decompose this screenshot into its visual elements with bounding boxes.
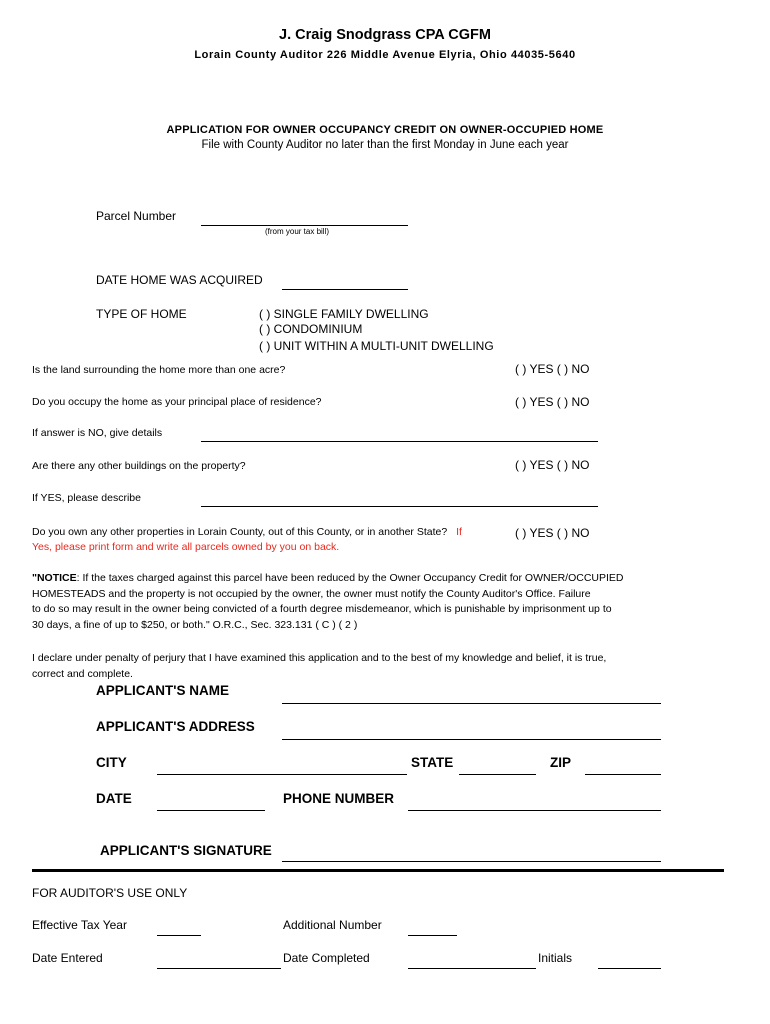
additional-number-label: Additional Number <box>283 918 382 932</box>
home-type-condominium[interactable]: ( ) CONDOMINIUM <box>259 322 363 336</box>
phone-label: PHONE NUMBER <box>283 791 395 806</box>
no-details-label: If answer is NO, give details <box>32 427 163 439</box>
date-entered-field[interactable] <box>157 968 281 969</box>
city-label: CITY <box>96 755 127 770</box>
initials-label: Initials <box>538 951 573 965</box>
other-properties-yes-no[interactable]: ( ) YES ( ) NO <box>515 526 590 540</box>
auditor-address: Lorain County Auditor 226 Middle Avenue Elyria, Ohio 44035-5640 <box>194 49 576 61</box>
date-completed-label: Date Completed <box>283 951 370 965</box>
notice-line-3: to do so may result in the owner being convicted of a fourth degree misdemeanor, which is punishable by imprisonment up to <box>32 603 612 615</box>
date-entered-label: Date Entered <box>32 951 103 965</box>
applicant-name-label: APPLICANT'S NAME <box>96 683 229 698</box>
home-type-label: TYPE OF HOME <box>96 307 187 321</box>
buildings-question: Are there any other buildings on the property? <box>32 460 246 472</box>
acre-question: Is the land surrounding the home more than one acre? <box>32 364 286 376</box>
declaration-line-1: I declare under penalty of perjury that I have examined this application and to the best of my knowledge and belief, it is true, <box>32 652 607 664</box>
city-field[interactable] <box>157 774 407 775</box>
parcel-label: Parcel Number <box>96 209 177 223</box>
home-type-single-family[interactable]: ( ) SINGLE FAMILY DWELLING <box>259 307 429 321</box>
section-divider <box>32 869 724 872</box>
tax-year-label: Effective Tax Year <box>32 918 127 932</box>
date-acquired-field[interactable] <box>282 289 408 290</box>
occupy-question: Do you occupy the home as your principal place of residence? <box>32 396 322 408</box>
date-completed-field[interactable] <box>408 968 536 969</box>
signature-field[interactable] <box>282 861 661 862</box>
form-subtitle: File with County Auditor no later than the first Monday in June each year <box>201 139 569 151</box>
home-type-multi-unit[interactable]: ( ) UNIT WITHIN A MULTI-UNIT DWELLING <box>259 339 494 353</box>
other-properties-question <box>32 526 462 538</box>
applicant-address-field[interactable] <box>282 739 661 740</box>
additional-number-field[interactable] <box>408 935 457 936</box>
zip-label: ZIP <box>550 755 572 770</box>
initials-field[interactable] <box>598 968 661 969</box>
tax-year-field[interactable] <box>157 935 201 936</box>
yes-describe-field[interactable] <box>201 506 598 507</box>
applicant-address-label: APPLICANT'S ADDRESS <box>96 719 255 734</box>
other-properties-note-start: If <box>456 526 462 538</box>
date-acquired-label: DATE HOME WAS ACQUIRED <box>96 273 263 287</box>
other-properties-note: Yes, please print form and write all parcels owned by you on back. <box>32 541 340 553</box>
phone-field[interactable] <box>408 810 661 811</box>
notice-line-2: HOMESTEADS and the property is not occupied by the owner, the owner must notify the County Auditor's Office. Failure <box>32 587 591 600</box>
parcel-hint: (from your tax bill) <box>265 227 330 236</box>
parcel-field[interactable] <box>201 225 408 226</box>
occupy-yes-no[interactable]: ( ) YES ( ) NO <box>515 395 590 409</box>
auditor-name: J. Craig Snodgrass CPA CGFM <box>279 27 491 43</box>
yes-describe-label: If YES, please describe <box>32 492 141 504</box>
state-field[interactable] <box>459 774 536 775</box>
zip-field[interactable] <box>585 774 661 775</box>
acre-yes-no[interactable]: ( ) YES ( ) NO <box>515 362 590 376</box>
notice-text <box>32 571 624 633</box>
buildings-yes-no[interactable]: ( ) YES ( ) NO <box>515 458 590 472</box>
notice-line-1-rest: : If the taxes charged against this parcel have been reduced by the Owner Occupancy Credit for OWNER/OCCUPIED <box>76 572 624 584</box>
applicant-name-field[interactable] <box>282 703 661 704</box>
state-label: STATE <box>411 755 454 770</box>
auditor-heading: FOR AUDITOR'S USE ONLY <box>32 886 188 900</box>
form-title: APPLICATION FOR OWNER OCCUPANCY CREDIT ON OWNER-OCCUPIED HOME <box>166 124 604 136</box>
declaration-text <box>32 651 606 682</box>
date-field[interactable] <box>157 810 265 811</box>
other-properties-text: Do you own any other properties in Lorain County, out of this County, or in another State? <box>32 526 448 538</box>
notice-label: "NOTICE <box>32 572 77 584</box>
notice-line-4: 30 days, a fine of up to $250, or both." O.R.C., Sec. 323.131 ( C ) ( 2 ) <box>32 618 358 631</box>
notice-line-1 <box>32 571 624 587</box>
date-label: DATE <box>96 791 132 806</box>
signature-label: APPLICANT'S SIGNATURE <box>100 843 272 858</box>
no-details-field[interactable] <box>201 441 598 442</box>
declaration-line-2: correct and complete. <box>32 667 133 680</box>
